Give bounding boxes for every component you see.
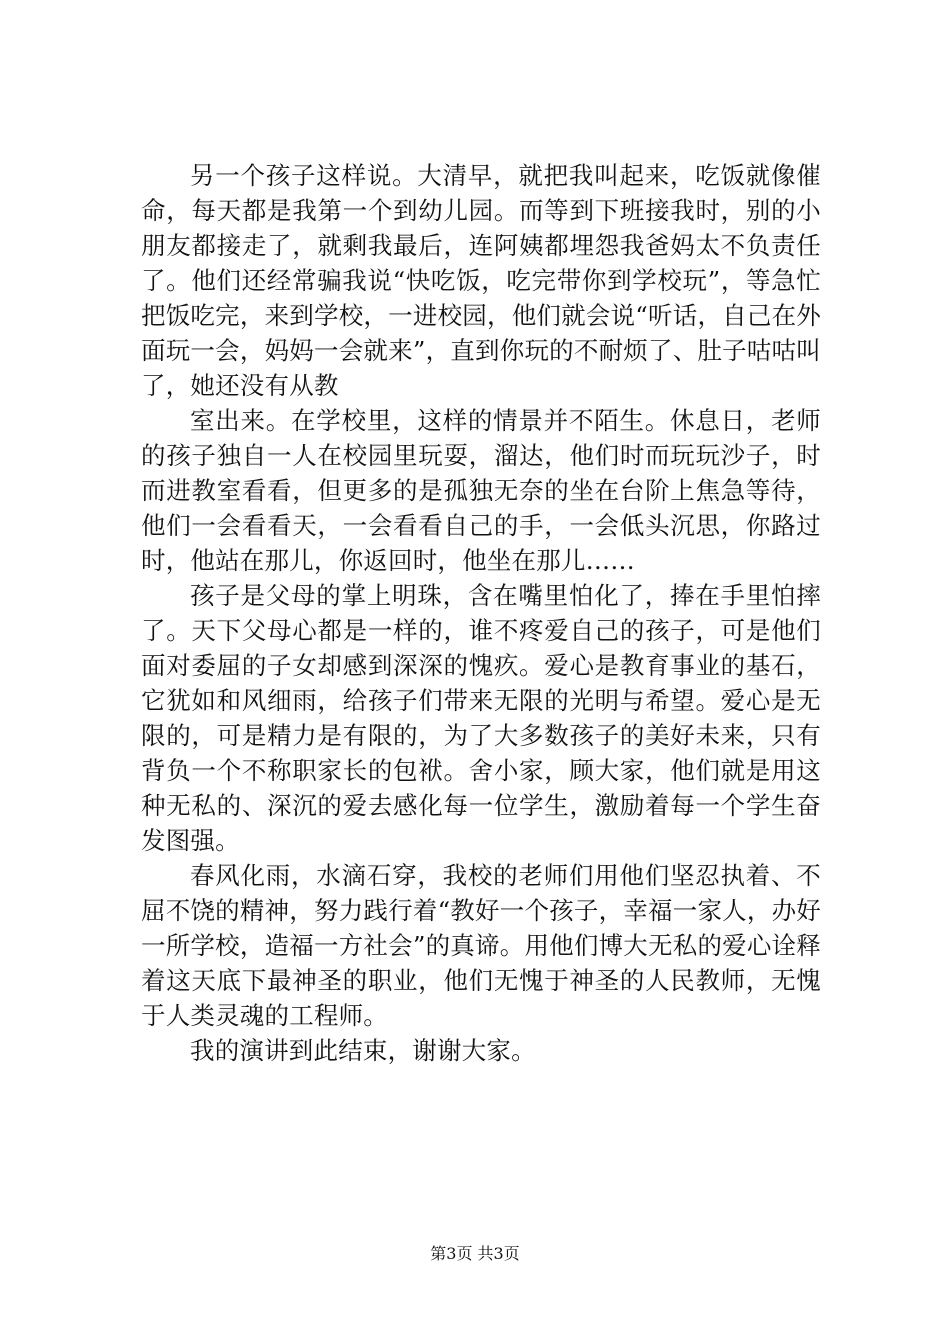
paragraph: 孩子是父母的掌上明珠，含在嘴里怕化了，捧在手里怕摔了。天下父母心都是一样的，谁不疼爱自己的孩子，可是他们面对委屈的子女却感到深深的愧疚。爱心是教育事业的基石，它犹如和风细雨，给孩子们带来无限的光明与希望。爱心是无限的，可是精力是有限的，为了大多数孩子的美好未来，只有背负一个不称职家长的包袱。舍小家，顾大家，他们就是用这种无私的、深沉的爱去感化每一位学生，激励着每一个学生奋发图强。 xyxy=(141,581,821,855)
paragraph: 我的演讲到此结束，谢谢大家。 xyxy=(190,1036,536,1065)
page-number-footer: 第3页 共3页 xyxy=(430,1244,520,1263)
paragraph: 室出来。在学校里，这样的情景并不陌生。休息日，老师的孩子独自一人在校园里玩耍，溜达，他们时而玩玩沙子，时而进教室看看，但更多的是孤独无奈的坐在台阶上焦急等待，他们一会看看天，一会看看自己的手，一会低头沉思，你路过时，他站在那儿，你返回时，他坐在那儿…… xyxy=(141,406,821,575)
paragraph: 春风化雨，水滴石穿，我校的老师们用他们坚忍执着、不屈不饶的精神，努力践行着“教好一个孩子，幸福一家人，办好一所学校，造福一方社会”的真谛。用他们博大无私的爱心诠释着这天底下最神圣的职业，他们无愧于神圣的人民教师，无愧于人类灵魂的工程师。 xyxy=(141,861,821,1030)
paragraph: 另一个孩子这样说。大清早，就把我叫起来，吃饭就像催命，每天都是我第一个到幼儿园。而等到下班接我时，别的小朋友都接走了，就剩我最后，连阿姨都埋怨我爸妈太不负责任了。他们还经常骗我说“快吃饭，吃完带你到学校玩”，等急忙把饭吃完，来到学校，一进校园，他们就会说“听话，自己在外面玩一会，妈妈一会就来”，直到你玩的不耐烦了、肚子咕咕叫了，她还没有从教 xyxy=(141,161,821,400)
document-body xyxy=(141,158,821,1068)
